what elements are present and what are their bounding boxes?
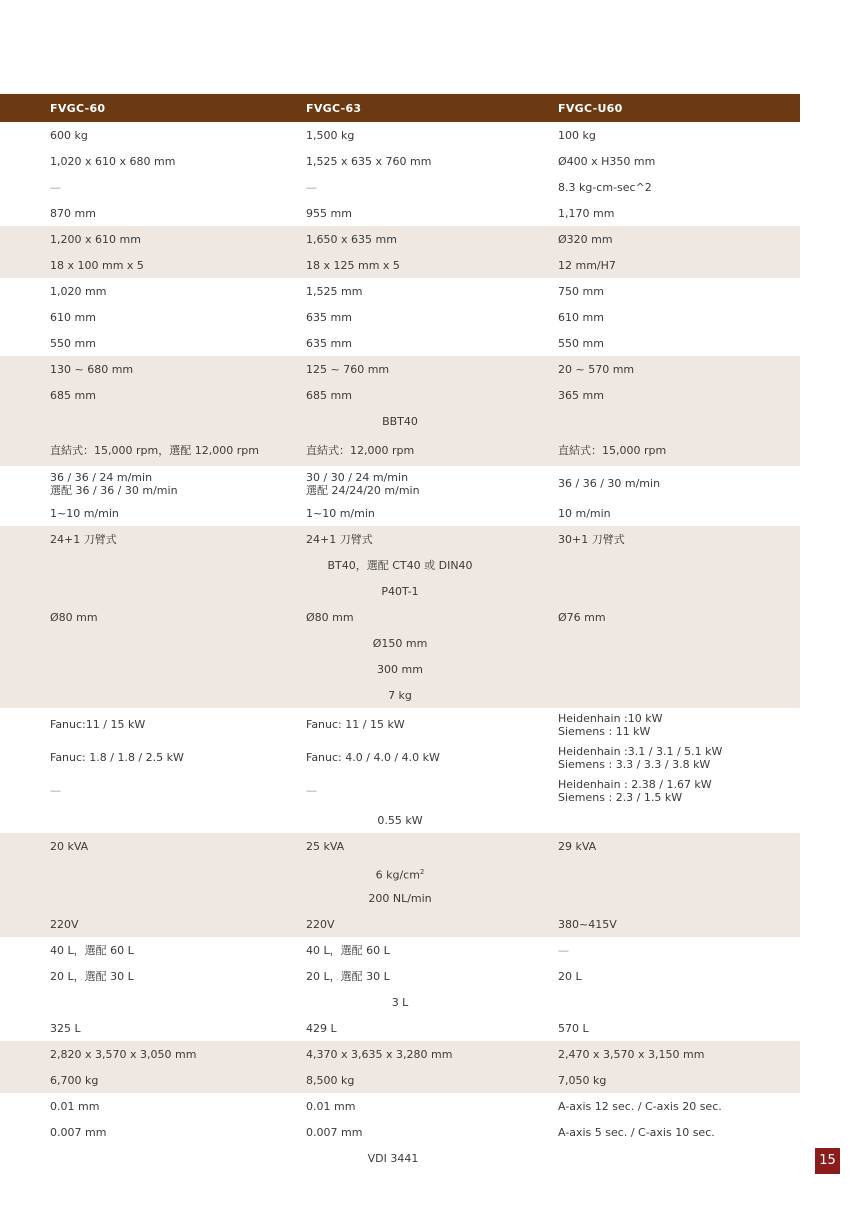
- page-number: 15: [815, 1148, 840, 1174]
- cell: 1,170 mm: [558, 207, 615, 220]
- cell: 550 mm: [50, 337, 96, 350]
- header-fvgc-63: FVGC-63: [306, 102, 362, 115]
- cell: 8.3 kg-cm-sec^2: [558, 181, 652, 194]
- cell: 750 mm: [558, 285, 604, 298]
- table-header: [0, 94, 800, 122]
- shade-band: [0, 833, 800, 937]
- cell: 325 L: [50, 1022, 81, 1035]
- cell: 570 L: [558, 1022, 589, 1035]
- cell: 0.01 mm: [50, 1100, 100, 1113]
- cell: 1~10 m/min: [306, 507, 375, 520]
- cell: Fanuc: 4.0 / 4.0 / 4.0 kW: [306, 751, 440, 764]
- cell: 2,470 x 3,570 x 3,150 mm: [558, 1048, 705, 1061]
- merged-cell: Ø150 mm: [372, 637, 428, 650]
- cell: 8,500 kg: [306, 1074, 355, 1087]
- cell: Fanuc: 1.8 / 1.8 / 2.5 kW: [50, 751, 184, 764]
- cell: 36 / 36 / 30 m/min: [558, 477, 661, 490]
- cell: 20 ~ 570 mm: [558, 363, 635, 376]
- cell: 2,820 x 3,570 x 3,050 mm: [50, 1048, 197, 1061]
- cell: 220V: [50, 918, 79, 931]
- cell: Ø400 x H350 mm: [558, 155, 656, 168]
- cell: 955 mm: [306, 207, 352, 220]
- cell: 635 mm: [306, 337, 352, 350]
- cell: Siemens : 3.3 / 3.3 / 3.8 kW: [558, 758, 711, 771]
- cell: Fanuc:11 / 15 kW: [50, 718, 146, 731]
- cell: 7,050 kg: [558, 1074, 607, 1087]
- cell: 125 ~ 760 mm: [306, 363, 390, 376]
- cell: 365 mm: [558, 389, 604, 402]
- cell: —: [50, 784, 61, 797]
- cell: 635 mm: [306, 311, 352, 324]
- cell: 20 L，選配 30 L: [50, 970, 134, 983]
- merged-cell: 300 mm: [377, 663, 423, 676]
- cell: 1,525 mm: [306, 285, 363, 298]
- cell: 1,020 x 610 x 680 mm: [50, 155, 176, 168]
- cell: A-axis 12 sec. / C-axis 20 sec.: [558, 1100, 722, 1113]
- cell: 220V: [306, 918, 335, 931]
- cell: 610 mm: [50, 311, 96, 324]
- cell: 30 / 30 / 24 m/min: [306, 471, 409, 484]
- cell: 870 mm: [50, 207, 96, 220]
- cell: 1,525 x 635 x 760 mm: [306, 155, 432, 168]
- cell: 130 ~ 680 mm: [50, 363, 134, 376]
- cell: 40 L，選配 60 L: [306, 944, 390, 957]
- cell: Ø320 mm: [558, 233, 613, 246]
- cell: 6,700 kg: [50, 1074, 99, 1087]
- cell: 1,500 kg: [306, 129, 355, 142]
- cell: 36 / 36 / 24 m/min: [50, 471, 153, 484]
- merged-cell: BT40，選配 CT40 或 DIN40: [327, 559, 473, 572]
- header-fvgc-60: FVGC-60: [50, 102, 106, 115]
- cell: 直結式：15,000 rpm，選配 12,000 rpm: [50, 444, 259, 457]
- cell: 29 kVA: [558, 840, 597, 853]
- cell: 20 L: [558, 970, 582, 983]
- cell: 1,020 mm: [50, 285, 107, 298]
- cell: 12 mm/H7: [558, 259, 616, 272]
- pressure-value: 6 kg/cm: [375, 868, 420, 882]
- cell: 1,650 x 635 mm: [306, 233, 397, 246]
- merged-cell: VDI 3441: [367, 1152, 419, 1165]
- cell: Siemens : 2.3 / 1.5 kW: [558, 791, 683, 804]
- cell: —: [306, 181, 317, 194]
- cell: 24+1 刀臂式: [306, 533, 373, 546]
- cell: Heidenhain :3.1 / 3.1 / 5.1 kW: [558, 745, 723, 758]
- cell: 選配 24/24/20 m/min: [306, 484, 420, 497]
- cell: Ø76 mm: [558, 611, 606, 624]
- cell: 380~415V: [558, 918, 617, 931]
- cell: 40 L，選配 60 L: [50, 944, 134, 957]
- superscript: 2: [419, 868, 425, 876]
- merged-cell: [0, 866, 800, 882]
- header-fvgc-u60: FVGC-U60: [558, 102, 623, 115]
- cell: —: [50, 181, 61, 194]
- cell: 610 mm: [558, 311, 604, 324]
- cell: —: [558, 944, 569, 957]
- cell: 20 kVA: [50, 840, 89, 853]
- cell: 685 mm: [306, 389, 352, 402]
- cell: —: [306, 784, 317, 797]
- cell: 1,200 x 610 mm: [50, 233, 141, 246]
- cell: 1~10 m/min: [50, 507, 119, 520]
- cell: 0.01 mm: [306, 1100, 356, 1113]
- cell: Fanuc: 11 / 15 kW: [306, 718, 405, 731]
- cell: 直結式：15,000 rpm: [558, 444, 667, 457]
- merged-cell: P40T-1: [381, 585, 419, 598]
- shade-band: [0, 526, 800, 708]
- cell: 685 mm: [50, 389, 96, 402]
- cell: 20 L，選配 30 L: [306, 970, 390, 983]
- cell: 4,370 x 3,635 x 3,280 mm: [306, 1048, 453, 1061]
- cell: 0.007 mm: [306, 1126, 363, 1139]
- cell: Ø80 mm: [50, 611, 98, 624]
- merged-cell: 7 kg: [388, 689, 412, 702]
- merged-cell: 3 L: [391, 996, 409, 1009]
- cell: Ø80 mm: [306, 611, 354, 624]
- cell: 550 mm: [558, 337, 604, 350]
- cell: Heidenhain : 2.38 / 1.67 kW: [558, 778, 712, 791]
- cell: 30+1 刀臂式: [558, 533, 625, 546]
- cell: Heidenhain :10 kW: [558, 712, 663, 725]
- cell: 0.007 mm: [50, 1126, 107, 1139]
- cell: 600 kg: [50, 129, 88, 142]
- cell: 直結式：12,000 rpm: [306, 444, 415, 457]
- cell: 選配 36 / 36 / 30 m/min: [50, 484, 178, 497]
- cell: A-axis 5 sec. / C-axis 10 sec.: [558, 1126, 715, 1139]
- merged-cell: 200 NL/min: [368, 892, 432, 905]
- cell: 25 kVA: [306, 840, 345, 853]
- cell: Siemens : 11 kW: [558, 725, 651, 738]
- cell: 429 L: [306, 1022, 337, 1035]
- cell: 100 kg: [558, 129, 596, 142]
- merged-cell: 0.55 kW: [377, 814, 423, 827]
- merged-cell: BBT40: [382, 415, 418, 428]
- cell: 10 m/min: [558, 507, 611, 520]
- cell: 18 x 100 mm x 5: [50, 259, 144, 272]
- cell: 24+1 刀臂式: [50, 533, 117, 546]
- cell: 18 x 125 mm x 5: [306, 259, 400, 272]
